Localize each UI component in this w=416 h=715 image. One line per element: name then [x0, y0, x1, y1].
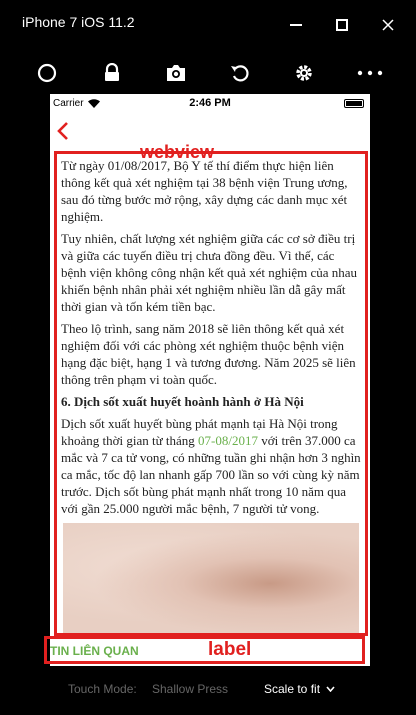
- status-bar: [50, 94, 370, 114]
- home-button[interactable]: [32, 58, 62, 88]
- article-image: [63, 523, 359, 633]
- home-icon: [37, 63, 57, 83]
- simulator-toolbar: [0, 50, 416, 94]
- settings-button[interactable]: [289, 58, 319, 88]
- scale-dropdown[interactable]: [264, 682, 335, 696]
- webview[interactable]: [54, 151, 368, 636]
- camera-icon: [165, 64, 187, 82]
- rotate-icon: [230, 63, 250, 83]
- close-button[interactable]: [368, 10, 408, 40]
- more-icon: [357, 69, 383, 77]
- webview-annotation: webview: [140, 142, 215, 162]
- screenshot-button[interactable]: [161, 58, 191, 88]
- window-titlebar: [0, 0, 416, 50]
- carrier-label: Carrier: [53, 98, 84, 109]
- chevron-left-icon: [56, 120, 70, 142]
- gear-icon: [294, 63, 314, 83]
- scale-label: Scale to fit: [264, 682, 321, 696]
- maximize-button[interactable]: [322, 10, 362, 40]
- article-paragraph-3: Theo lộ trình, sang năm 2018 sẽ liên thông kết quả xét nghiệm đối với các phòng xét nghiệm thuộc bệnh viện hạng đặc biệt, hạng 1 và tương đương. Năm 2025 sẽ liên thông trên phạm vi toàn quốc.: [61, 321, 356, 387]
- lock-button[interactable]: [97, 58, 127, 88]
- related-news-label: TIN LIÊN QUAN: [50, 644, 139, 658]
- related-label-box: [44, 636, 365, 664]
- article-content: [57, 154, 365, 633]
- status-time: 2:46 PM: [189, 97, 231, 109]
- article-paragraph-4: [61, 415, 361, 517]
- back-button[interactable]: [56, 120, 78, 144]
- p4-text-before: Dịch sốt xuất huyết bùng phát mạnh tại Hà Nội trong khoảng thời gian từ tháng: [61, 416, 338, 448]
- article-paragraph-1: Từ ngày 01/08/2017, Bộ Y tế thí điểm thực hiện liên thông kết quả xét nghiệm tại 38 bệnh viện Trung ương, sau đó từng bước mở rộng, xây dựng các danh mục xét nghiệm.: [61, 158, 348, 224]
- lock-icon: [103, 63, 121, 83]
- article-heading: 6. Dịch sốt xuất huyết hoành hành ở Hà Nội: [61, 394, 304, 409]
- minimize-button[interactable]: [276, 10, 316, 40]
- more-button[interactable]: [355, 58, 385, 88]
- rotate-button[interactable]: [225, 58, 255, 88]
- chevron-down-icon: [326, 686, 335, 692]
- phone-screen: [50, 94, 370, 666]
- simulator-bottom-bar: [0, 673, 416, 707]
- article-paragraph-2: Tuy nhiên, chất lượng xét nghiệm giữa các cơ sở điều trị và giữa các tuyến điều trị chưa đồng đều. Vì thế, các bệnh viện không công nhận kết quả xét nghiệm của nhau khiến bệnh nhân phải xét nghiệm nhiều lần dẫ gây mất thời gian và tốn kém tiền bạc.: [61, 231, 358, 314]
- minimize-icon: [290, 24, 302, 26]
- p4-text-after: với trên 37.000 ca mắc và 7 ca tử vong, có những tuần ghi nhận hơn 3 nghìn ca mắc, tốc độ lan nhanh gấp 700 lần so với cùng kỳ năm trước. Dịch sốt bùng phát mạnh nhất trong 10 năm qua với gần 25.000 người mắc bệnh, 7 người tử vong.: [61, 433, 361, 516]
- label-annotation: label: [208, 639, 252, 660]
- touch-mode-label: Touch Mode:: [68, 682, 137, 696]
- touch-mode-value[interactable]: Shallow Press: [152, 682, 229, 696]
- battery-icon: [344, 99, 364, 108]
- window-title: iPhone 7 iOS 11.2: [22, 14, 135, 30]
- maximize-icon: [336, 19, 348, 31]
- close-icon: [382, 19, 394, 31]
- date-link[interactable]: 07-08/2017: [198, 433, 258, 448]
